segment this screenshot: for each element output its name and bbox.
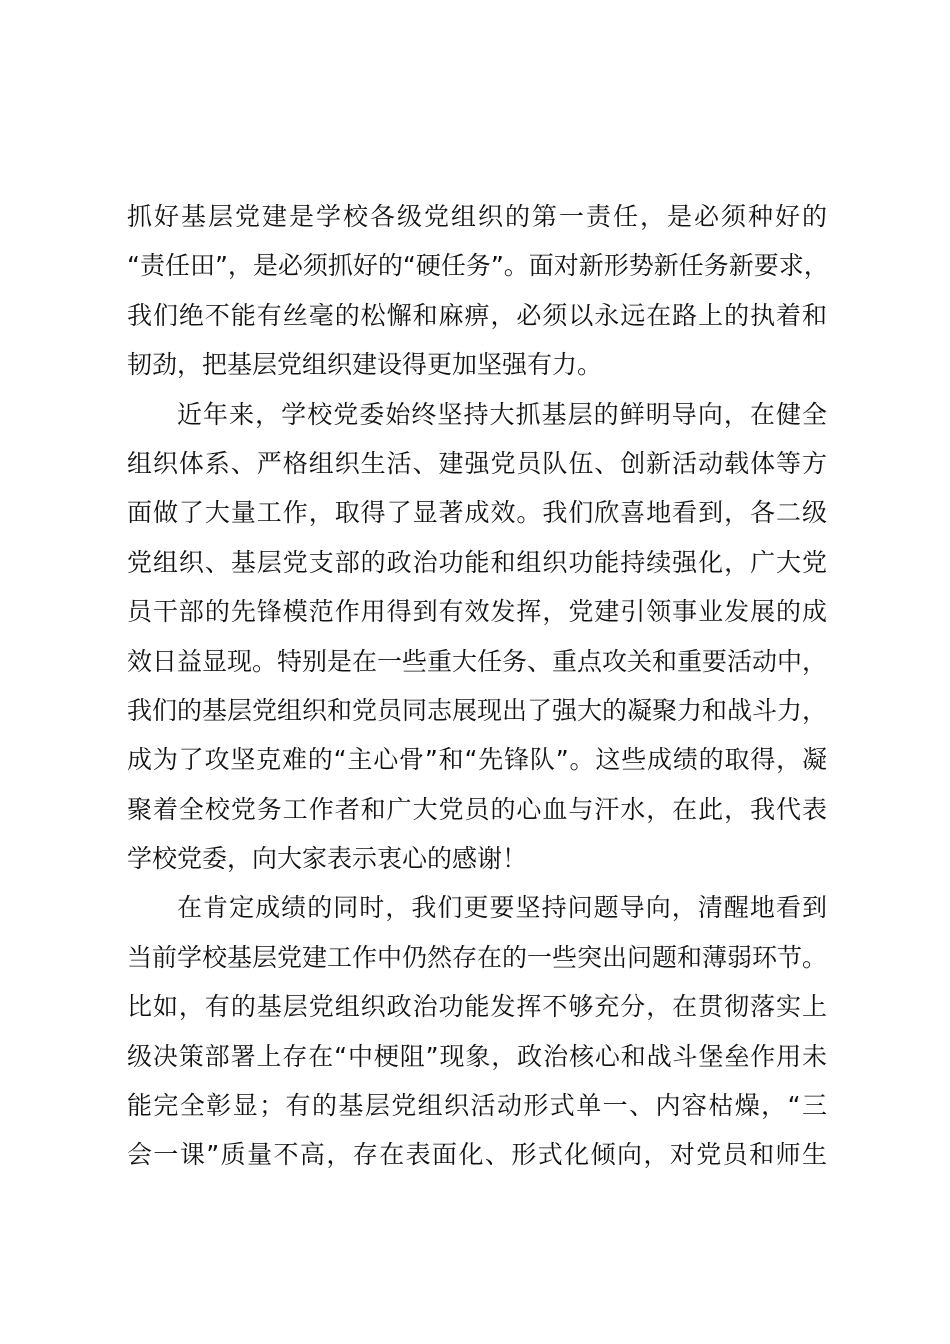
paragraph-2-line-8: 成为了攻坚克难的“主心骨”和“先锋队”。这些成绩的取得，凝 — [127, 745, 827, 775]
paragraph-3-line-6: 会一课”质量不高，存在表面化、形式化倾向，对党员和师生 — [127, 1140, 827, 1170]
paragraph-2-line-3: 面做了大量工作，取得了显著成效。我们欣喜地看到，各二级 — [127, 498, 827, 528]
paragraph-2-line-7: 我们的基层党组织和党员同志展现出了强大的凝聚力和战斗力， — [127, 695, 828, 725]
paragraph-3-line-5: 能完全彰显；有的基层党组织活动形式单一、内容枯燥，“三 — [127, 1091, 827, 1121]
paragraph-1-line-1: 抓好基层党建是学校各级党组织的第一责任，是必须种好的 — [127, 202, 827, 231]
paragraph-1-line-3: 我们绝不能有丝毫的松懈和麻痹，必须以永远在路上的执着和 — [127, 300, 827, 330]
paragraph-3-line-2: 当前学校基层党建工作中仍然存在的一些突出问题和薄弱环节。 — [127, 942, 828, 972]
paragraph-2-line-9: 聚着全校党务工作者和广大党员的心血与汗水，在此，我代表 — [127, 794, 827, 824]
paragraph-3-line-3: 比如，有的基层党组织政治功能发挥不够充分，在贯彻落实上 — [127, 992, 827, 1022]
document-body — [127, 192, 827, 1180]
paragraph-2-line-2: 组织体系、严格组织生活、建强党员队伍、创新活动载体等方 — [127, 448, 827, 478]
paragraph-2-line-6: 效日益显现。特别是在一些重大任务、重点攻关和重要活动中， — [127, 646, 828, 676]
paragraph-2-line-5: 员干部的先锋模范作用得到有效发挥，党建引领事业发展的成 — [127, 597, 827, 627]
paragraph-2-line-1: 近年来，学校党委始终坚持大抓基层的鲜明导向，在健全 — [177, 399, 827, 429]
paragraph-2-line-4: 党组织、基层党支部的政治功能和组织功能持续强化，广大党 — [127, 547, 827, 577]
paragraph-3-line-1: 在肯定成绩的同时，我们更要坚持问题导向，清醒地看到 — [177, 893, 827, 923]
paragraph-3-line-4: 级决策部署上存在“中梗阻”现象，政治核心和战斗堡垒作用未 — [127, 1041, 827, 1071]
paragraph-1-line-2: “责任田”，是必须抓好的“硬任务”。面对新形势新任务新要求， — [127, 251, 829, 281]
paragraph-2-line-10: 学校党委，向大家表示衷心的感谢！ — [127, 844, 528, 874]
paragraph-1-line-4: 韧劲，把基层党组织建设得更加坚强有力。 — [127, 350, 603, 380]
